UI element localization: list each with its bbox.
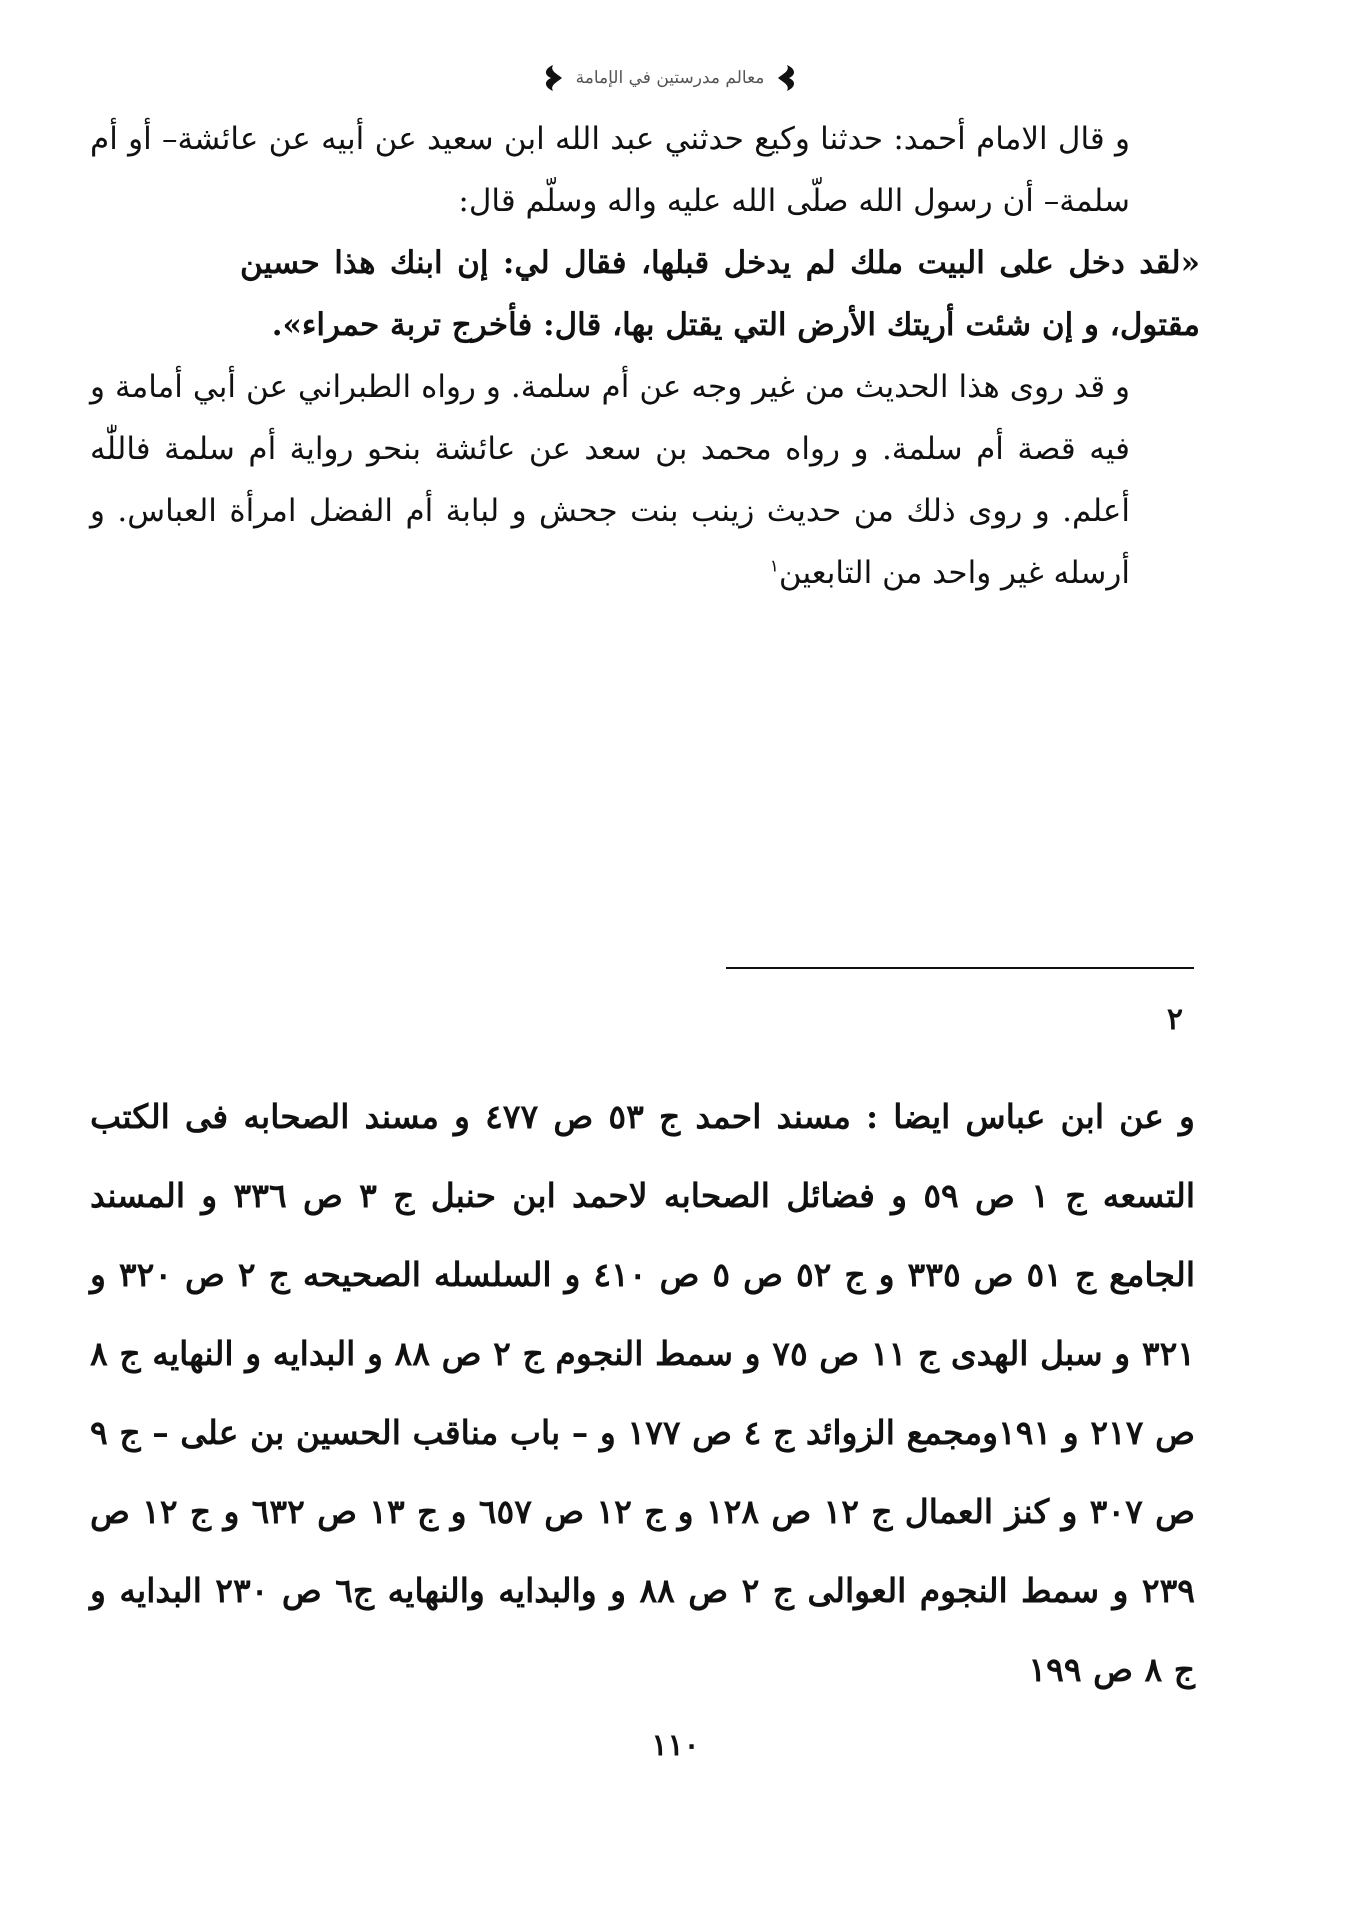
ornament-left-icon: [540, 63, 566, 93]
page-number: ١١٠: [651, 1728, 700, 1763]
hadith-quote: «لقد دخل على البيت ملك لم يدخل قبلها، فقال لي: إن ابنك هذا حسين مقتول، و إن شئت أريتك الأرض التي يقتل بها، قال: فأخرج تربة حمراء».: [240, 245, 1200, 343]
ornament-right-icon: [774, 63, 800, 93]
header-title: معالم مدرستين في الإمامة: [575, 68, 765, 88]
running-header: [440, 58, 900, 98]
footnote-number: ٢: [1166, 1002, 1183, 1037]
paragraph-2: [90, 356, 1200, 604]
footnote-separator: [726, 967, 1194, 969]
paragraph-2-text: و قد روى هذا الحديث من غير وجه عن أم سلمة. و رواه الطبراني عن أبي أمامة و فيه قصة أم سلمة. و رواه محمد بن سعد عن عائشة بنحو رواية أم سلمة فاللّٰه أعلم. و روى ذلك من حديث زينب بنت جحش و لبابة أم الفضل امرأة العباس. و أرسله غير واحد من التابعين: [90, 369, 1130, 591]
paragraph-1: و قال الامام أحمد: حدثنا وكيع حدثني عبد الله ابن سعيد عن أبيه عن عائشة– أو أم سلمة– أن رسول الله صلّى الله عليه واله وسلّم قال:: [90, 121, 1130, 219]
main-text: [90, 108, 1200, 604]
footnote-text: و عن ابن عباس ايضا : مسند احمد ج ٥٣ ص ٤٧٧ و مسند الصحابه فى الكتب التسعه ج ١ ص ٥٩ و فضائل الصحابه لاحمد ابن حنبل ج ٣ ص ٣٣٦ و المسند الجامع ج ٥١ ص ٣٣٥ و ج ٥٢ ص ٥ ص ٤١٠ و السلسله الصحيحه ج ٢ ص ٣٢٠ و ٣٢١ و سبل الهدى ج ١١ ص ٧٥ و سمط النجوم ج ٢ ص ٨٨ و البدايه و النهايه ج ٨ ص ٢١٧ و ١٩١ومجمع الزوائد ج ٤ ص ١٧٧ و – باب مناقب الحسين بن على – ج ٩ ص ٣٠٧ و كنز العمال ج ١٢ ص ١٢٨ و ج ١٢ ص ٦٥٧ و ج ١٣ ص ٦٣٢ و ج ١٢ ص ٢٣٩ و سمط النجوم العوالى ج ٢ ص ٨٨ و والبدايه والنهايه ج٦ ص ٢٣٠ البدايه و ج ٨ ص ١٩٩: [90, 1097, 1196, 1689]
footnote-reference: ١: [769, 556, 779, 577]
